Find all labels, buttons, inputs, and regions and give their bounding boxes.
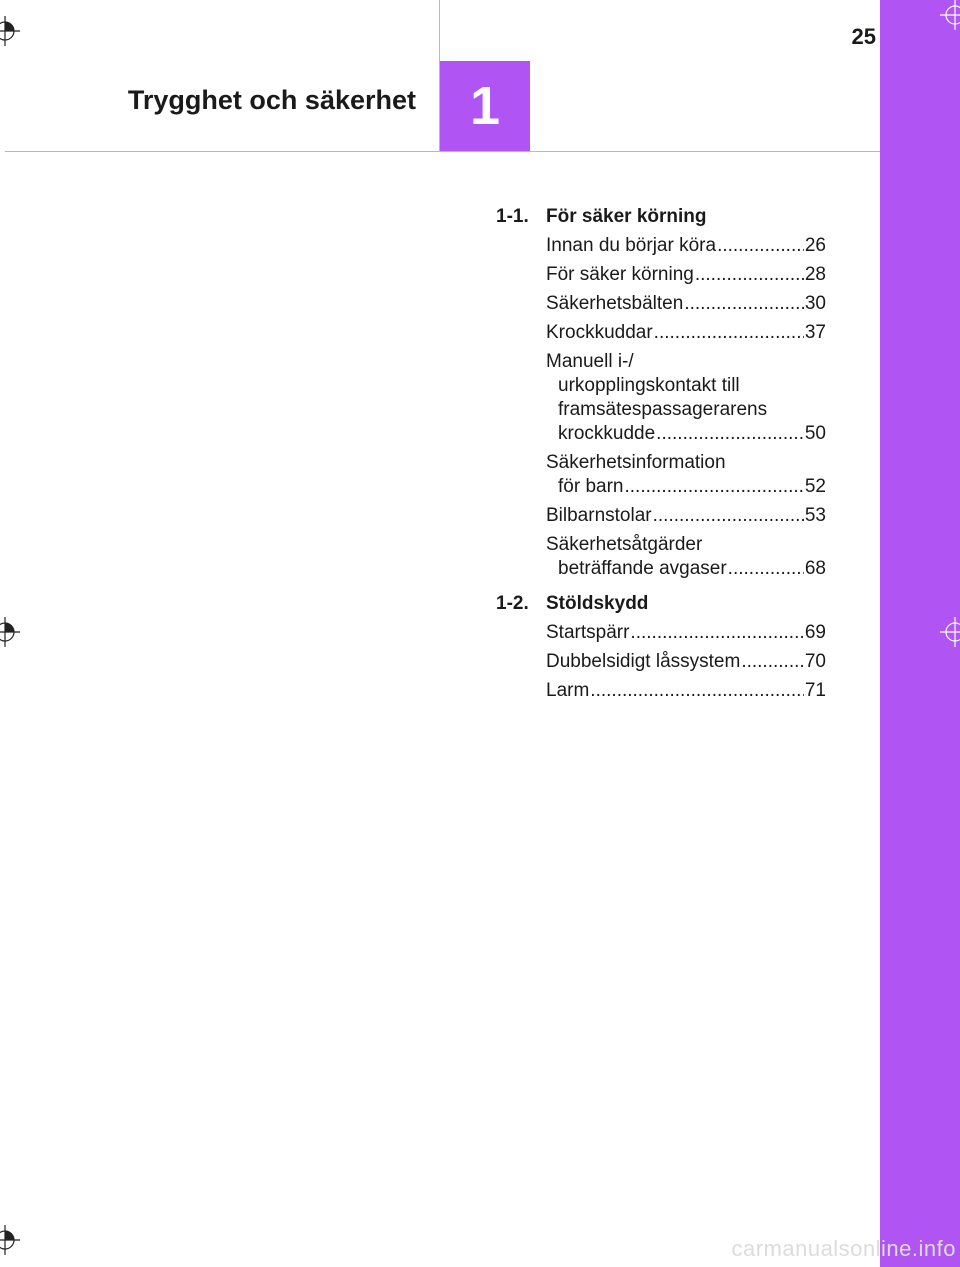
- dot-leader: [624, 475, 803, 499]
- toc-entry-line: [546, 234, 826, 258]
- toc-entry-text: urkopplingskontakt till: [558, 375, 740, 396]
- toc-entry-text: Larm: [546, 680, 590, 701]
- toc-entry-line: [546, 679, 826, 703]
- toc-page-number: 53: [804, 505, 826, 526]
- toc-page-number: 30: [804, 293, 826, 314]
- crop-mark-icon: [940, 617, 960, 647]
- page-number: 25: [851, 24, 876, 49]
- crop-mark-icon: [0, 1225, 20, 1255]
- dot-leader: [590, 679, 804, 703]
- chapter-title: Trygghet och säkerhet: [127, 85, 416, 115]
- toc-entry[interactable]: [546, 350, 826, 446]
- toc-entry-text: För säker körning: [546, 264, 694, 285]
- section-title: För säker körning: [546, 206, 707, 227]
- toc-page-number: 50: [804, 423, 826, 444]
- toc-entry[interactable]: [546, 650, 826, 674]
- toc-page-number: 70: [804, 651, 826, 672]
- toc-entry-text: Bilbarnstolar: [546, 505, 652, 526]
- section-number: 1-1.: [496, 206, 529, 227]
- crop-mark-icon: [0, 16, 20, 46]
- toc-entry-line: [546, 398, 826, 422]
- toc-entry-text: krockkudde: [558, 423, 656, 444]
- toc-entry-text: beträffande avgaser: [558, 558, 727, 579]
- toc-entry-text: Säkerhetsinformation: [546, 452, 726, 473]
- dot-leader: [630, 621, 803, 645]
- toc-entry-line: [546, 533, 826, 557]
- toc-page-number: 26: [804, 235, 826, 256]
- toc-entry-line: [546, 321, 826, 345]
- toc-entry[interactable]: [546, 321, 826, 345]
- toc-entry-line: [546, 263, 826, 287]
- toc-entry-text: framsätespassagerarens: [558, 399, 768, 420]
- table-of-contents: [496, 205, 826, 708]
- toc-page-number: 28: [804, 264, 826, 285]
- toc-entry-line: [546, 557, 826, 581]
- toc-entry-line: [546, 350, 826, 374]
- dot-leader: [654, 321, 804, 345]
- toc-entry[interactable]: [546, 533, 826, 581]
- toc-entry[interactable]: [546, 263, 826, 287]
- toc-entry[interactable]: [546, 451, 826, 499]
- toc-entry[interactable]: [546, 621, 826, 645]
- dot-leader: [728, 557, 804, 581]
- toc-entry-text: Innan du börjar köra: [546, 235, 717, 256]
- toc-entry[interactable]: [546, 292, 826, 316]
- section-number: 1-2.: [496, 593, 529, 614]
- toc-entry-text: Säkerhetsbälten: [546, 293, 684, 314]
- dot-leader: [741, 650, 804, 674]
- toc-entry-text: Dubbelsidigt låssystem: [546, 651, 741, 672]
- toc-entry-line: [546, 475, 826, 499]
- toc-page-number: 69: [804, 622, 826, 643]
- toc-entry-line: [546, 451, 826, 475]
- toc-entry-line: [546, 374, 826, 398]
- toc-entry-line: [546, 422, 826, 446]
- section-title: Stöldskydd: [546, 593, 649, 614]
- toc-entry-line: [546, 292, 826, 316]
- toc-entry[interactable]: [546, 504, 826, 528]
- dot-leader: [653, 504, 804, 528]
- header-rule: [5, 151, 880, 152]
- toc-page-number: 37: [804, 322, 826, 343]
- toc-entry-text: Säkerhetsåtgärder: [546, 534, 703, 555]
- watermark: carmanualsonline.info: [731, 1236, 956, 1261]
- toc-entry-line: [546, 650, 826, 674]
- toc-page-number: 68: [804, 558, 826, 579]
- toc-entry[interactable]: [546, 679, 826, 703]
- toc-entry-text: Manuell i-/: [546, 351, 634, 372]
- toc-entry-text: Krockkuddar: [546, 322, 653, 343]
- toc-entry-text: Startspärr: [546, 622, 630, 643]
- crop-mark-icon: [940, 0, 960, 30]
- toc-section-heading[interactable]: [496, 592, 826, 616]
- dot-leader: [656, 422, 804, 446]
- toc-section-heading[interactable]: [496, 205, 826, 229]
- toc-entry-line: [546, 621, 826, 645]
- toc-page-number: 52: [804, 476, 826, 497]
- toc-page-number: 71: [804, 680, 826, 701]
- crop-mark-icon: [0, 617, 20, 647]
- dot-leader: [695, 263, 804, 287]
- dot-leader: [717, 234, 804, 258]
- chapter-number-box: 1: [440, 61, 530, 151]
- dot-leader: [684, 292, 804, 316]
- toc-entry-text: för barn: [558, 476, 624, 497]
- toc-entry-line: [546, 504, 826, 528]
- toc-entry[interactable]: [546, 234, 826, 258]
